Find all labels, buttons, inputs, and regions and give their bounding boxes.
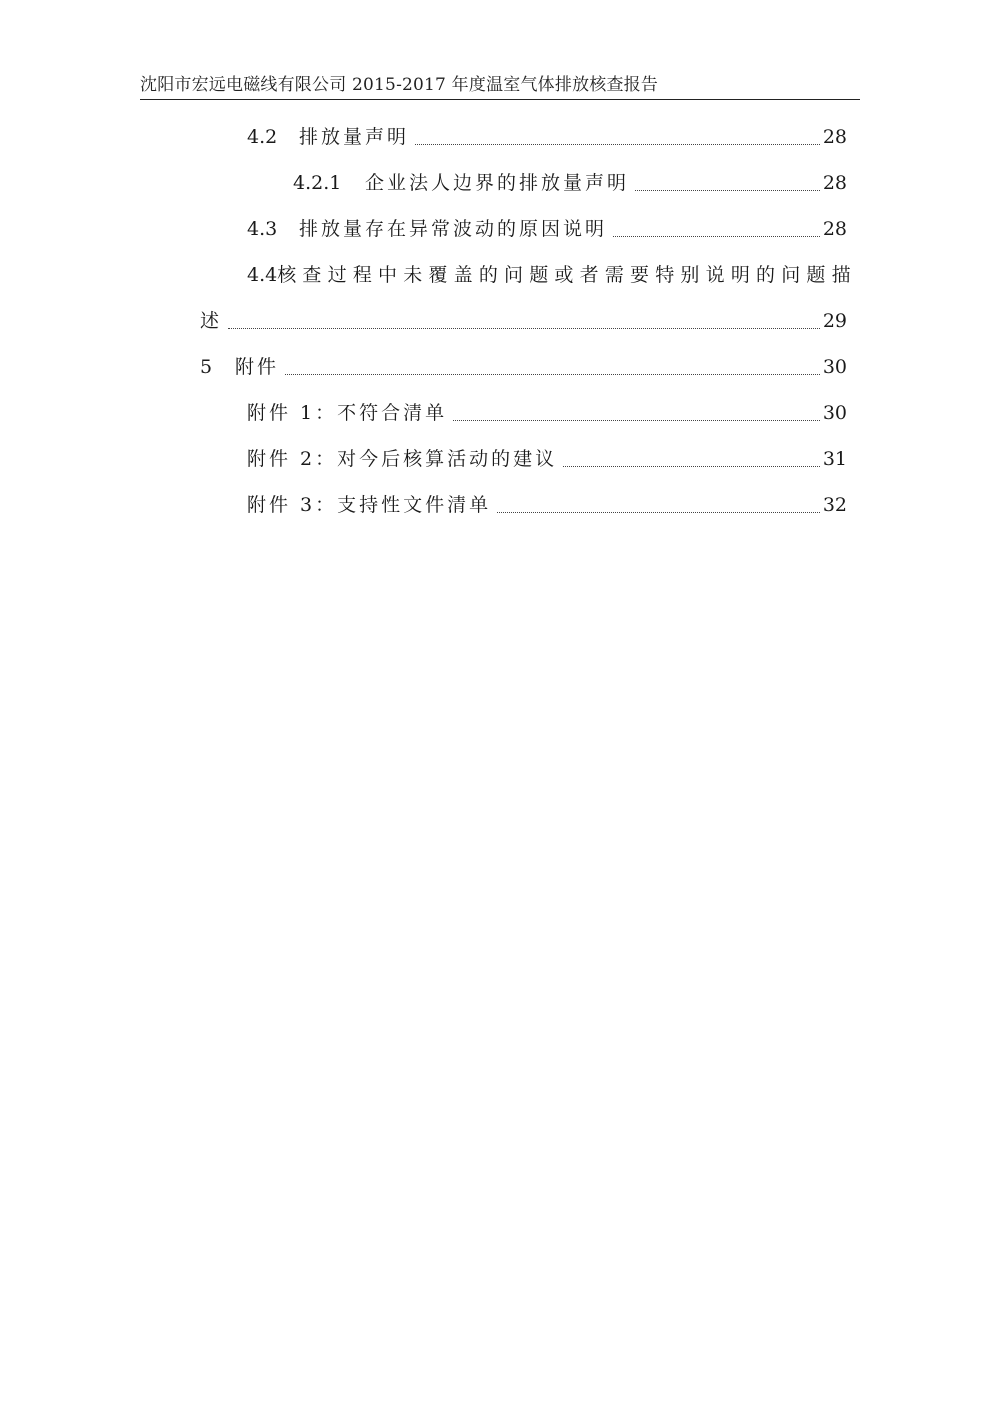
toc-entry-title: 附件 1：不符合清单 — [247, 402, 448, 424]
toc-entry-page: 32 — [822, 494, 847, 516]
toc-entry-number: 5 — [200, 356, 213, 378]
toc-leader-dots — [613, 236, 820, 237]
toc-entry-4-4-continuation[interactable] — [200, 306, 847, 336]
toc-leader-dots — [635, 190, 820, 191]
toc-entry-title-continued: 述 — [200, 310, 223, 332]
toc-entry-page: 28 — [822, 172, 847, 194]
toc-entry-4-4[interactable] — [247, 260, 857, 290]
toc-leader-dots — [415, 144, 820, 145]
toc-entry-page: 30 — [822, 356, 847, 378]
toc-leader-dots — [563, 466, 820, 467]
toc-entry-number: 4.2.1 — [293, 172, 342, 194]
toc-leader-dots — [228, 328, 820, 329]
toc-leader-dots — [453, 420, 820, 421]
toc-entry-5[interactable] — [200, 352, 847, 382]
header-divider — [140, 99, 860, 100]
toc-entry-page: 28 — [822, 126, 847, 148]
toc-entry-title: 核查过程中未覆盖的问题或者需要特别说明的问题描 — [277, 264, 857, 286]
toc-entry-title: 企业法人边界的排放量声明 — [365, 172, 630, 194]
toc-entry-title: 附件 2：对今后核算活动的建议 — [247, 448, 558, 470]
toc-entry-page: 30 — [822, 402, 847, 424]
toc-entry-number: 4.2 — [247, 126, 278, 148]
toc-entry-page: 28 — [822, 218, 847, 240]
toc-entry-title: 排放量存在异常波动的原因说明 — [299, 218, 608, 240]
toc-entry-title: 排放量声明 — [299, 126, 410, 148]
toc-entry-title: 附件 3：支持性文件清单 — [247, 494, 492, 516]
toc-entry-number: 4.4 — [247, 264, 278, 286]
toc-entry-title: 附件 — [235, 356, 280, 378]
running-header: 沈阳市宏远电磁线有限公司 2015-2017 年度温室气体排放核查报告 — [140, 75, 659, 95]
toc-leader-dots — [285, 374, 820, 375]
toc-entry-number: 4.3 — [247, 218, 278, 240]
toc-entry-page: 29 — [822, 310, 847, 332]
toc-entry-4-3[interactable] — [247, 214, 847, 244]
toc-entry-4-2[interactable] — [247, 122, 847, 152]
toc-entry-appendix-2[interactable] — [247, 444, 847, 474]
toc-entry-page: 31 — [822, 448, 847, 470]
toc-leader-dots — [497, 512, 820, 513]
toc-entry-appendix-1[interactable] — [247, 398, 847, 428]
toc-entry-4-2-1[interactable] — [293, 168, 847, 198]
toc-entry-appendix-3[interactable] — [247, 490, 847, 520]
